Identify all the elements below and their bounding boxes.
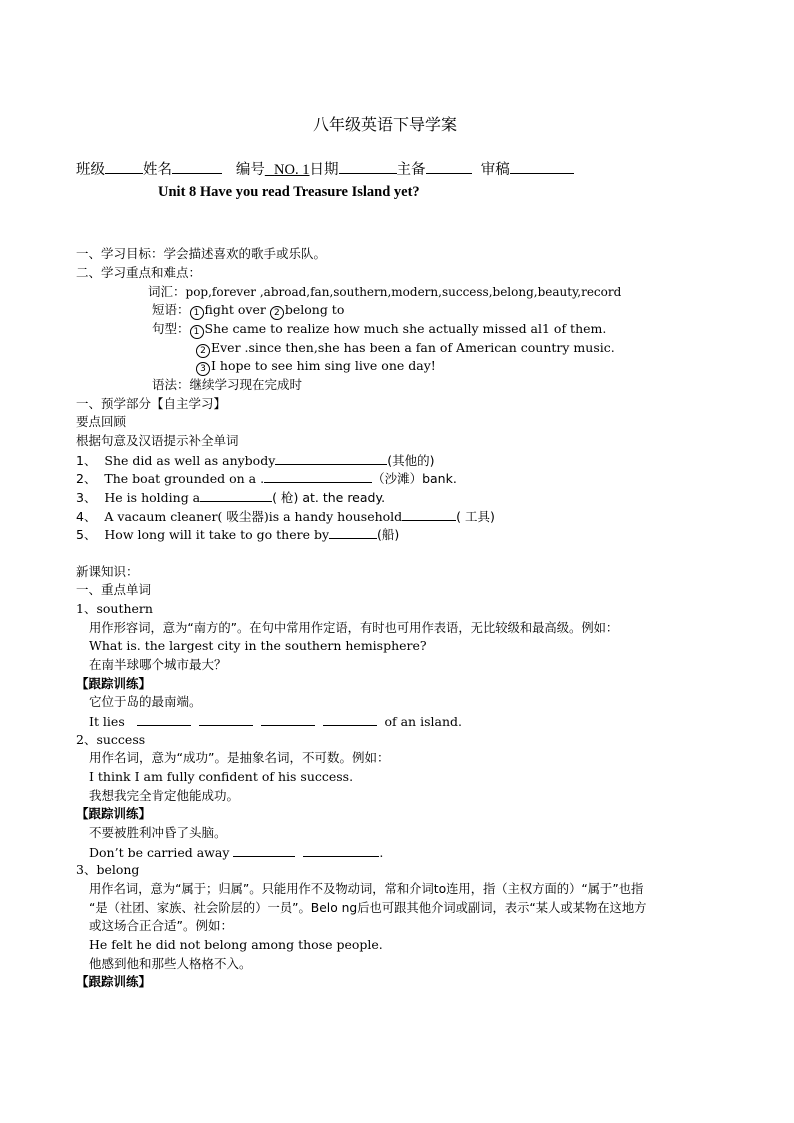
answer-blank[interactable] <box>199 712 253 726</box>
phrases-label: 短语： <box>152 302 190 317</box>
sentence-2-line <box>196 339 615 358</box>
word-3-title: 3、belong <box>76 862 140 877</box>
word-1-example-cn: 在南半球哪个城市最大？ <box>89 657 227 672</box>
answer-blank[interactable] <box>303 843 379 857</box>
circled-2-icon: 2 <box>196 344 210 358</box>
grammar-line <box>152 376 302 394</box>
word-2-example-cn: 我想我完全肯定他能成功。 <box>89 788 240 803</box>
answer-blank[interactable] <box>137 712 191 726</box>
item-number: 4、 <box>76 509 97 524</box>
reviewer-field[interactable] <box>510 160 574 174</box>
word-3-example-cn: 他感到他和那些人格格不入。 <box>89 956 252 971</box>
circled-3-icon: 3 <box>196 362 210 376</box>
list-item <box>76 507 495 526</box>
name-label: 姓名 <box>143 162 172 178</box>
word-2-title: 2、success <box>76 732 146 747</box>
word-2-practice-cn: 不要被胜利冲昏了头脑。 <box>89 825 227 840</box>
word-2-practice: Don’t be carried away . <box>89 845 384 860</box>
unit-title: Unit 8 Have you read Treasure Island yet? <box>158 184 420 200</box>
answer-blank[interactable] <box>264 469 372 483</box>
practice-text: It lies <box>89 714 125 729</box>
word-2-example-en: I think I am fully confident of his success. <box>89 769 354 784</box>
number-label: 编号 <box>235 162 265 178</box>
item-text: He is holding a <box>104 490 201 505</box>
header-row <box>76 160 574 179</box>
phrase-2: belong to <box>284 302 345 317</box>
item-text: She did as well as anybody <box>104 453 276 468</box>
list-item <box>76 451 435 470</box>
date-field[interactable] <box>339 160 397 174</box>
number-value: NO. 1 <box>274 162 310 178</box>
item-number: 5、 <box>76 527 97 542</box>
vocab-list: pop,forever ,abroad,fan,southern,modern,success,belong,beauty,record <box>185 285 622 299</box>
sentence-3: I hope to see him sing live one day! <box>211 358 436 373</box>
item-text: How long will it take to go there by <box>104 527 330 542</box>
date-label: 日期 <box>309 162 339 178</box>
review-heading: 要点回顾 <box>76 414 127 429</box>
list-item <box>76 488 385 507</box>
list-item <box>76 525 399 544</box>
class-label: 班级 <box>76 162 105 178</box>
circled-1-icon: 1 <box>190 325 204 339</box>
key-words-heading: 一、重点单词 <box>76 582 152 597</box>
preparer-label: 主备 <box>396 162 426 178</box>
item-text: A vacaum cleaner( 吸尘器)is a handy household <box>104 509 403 524</box>
word-1-title: 1、southern <box>76 601 153 616</box>
list-item <box>76 469 457 488</box>
word-1-practice-cn: 它位于岛的最南端。 <box>89 694 202 709</box>
answer-blank[interactable] <box>323 712 377 726</box>
word-3-example-en: He felt he did not belong among those people. <box>89 937 383 952</box>
key-points-heading: 二、学习重点和难点： <box>76 265 202 280</box>
tracking-heading: 【跟踪训练】 <box>76 974 152 989</box>
word-2-description: 用作名词，意为“成功”。是抽象名词，不可数。例如： <box>89 750 390 765</box>
tracking-heading: 【跟踪训练】 <box>76 676 152 691</box>
word-1-description: 用作形容词，意为“南方的”。在句中常用作定语，有时也可用作表语，无比较级和最高级。例如： <box>89 621 619 635</box>
word-3-description-3: 或这场合正合适”。例如： <box>89 918 233 933</box>
answer-blank[interactable] <box>233 843 295 857</box>
practice-text: Don’t be carried away <box>89 845 230 860</box>
circled-1-icon: 1 <box>190 306 204 320</box>
item-number: 3、 <box>76 490 97 505</box>
vocab-label: 词汇： <box>148 284 186 299</box>
new-lesson-heading: 新课知识： <box>76 564 139 579</box>
sentences-line <box>152 320 606 339</box>
phrase-1: fight over <box>204 302 266 317</box>
reviewer-label: 审稿 <box>480 162 510 178</box>
circled-2-icon: 2 <box>270 306 284 320</box>
answer-blank[interactable] <box>329 525 377 539</box>
word-3-description-1: 用作名词，意为“属于；归属”。只能用作不及物动词，常和介词to连用，指（主权方面的）“属于”也指 <box>89 882 644 896</box>
name-field[interactable] <box>172 160 222 174</box>
word-1-practice <box>89 712 462 731</box>
item-hint: ( 工具) <box>456 509 495 524</box>
sentence-3-line <box>196 357 436 376</box>
learning-goal: 一、学习目标：学会描述喜欢的歌手或乐队。 <box>76 246 327 261</box>
preparer-field[interactable] <box>426 160 472 174</box>
answer-blank[interactable] <box>200 488 272 502</box>
grammar-label: 语法： <box>152 377 190 392</box>
sentences-label: 句型： <box>152 321 190 336</box>
word-1-example-en: What is. the largest city in the southern hemisphere? <box>89 638 427 653</box>
grammar-text: 继续学习现在完成时 <box>189 377 303 392</box>
class-field[interactable] <box>105 160 143 174</box>
item-hint: （沙滩）bank. <box>372 471 457 486</box>
item-number: 2、 <box>76 471 97 486</box>
preview-heading: 一、预学部分【自主学习】 <box>76 396 227 411</box>
item-hint: ( 枪) at. the ready. <box>272 490 386 505</box>
item-hint: (其他的) <box>387 453 435 468</box>
answer-blank[interactable] <box>261 712 315 726</box>
item-hint: (船) <box>377 527 400 542</box>
tracking-heading: 【跟踪训练】 <box>76 806 152 821</box>
answer-blank[interactable] <box>275 451 387 465</box>
word-3-description-2: “是（社团、家族、社会阶层的）一员”。Belo ng后也可跟其他介词或副词，表示“某人或某物在这地方 <box>89 901 647 915</box>
answer-blank[interactable] <box>402 507 456 521</box>
sentence-2: Ever .since then,she has been a fan of American country music. <box>211 340 615 355</box>
document-title: 八年级英语下导学案 <box>313 115 458 134</box>
preview-instruction: 根据句意及汉语提示补全单词 <box>76 433 239 448</box>
item-text: The boat grounded on a . <box>104 471 265 486</box>
item-number: 1、 <box>76 453 97 468</box>
phrases-line <box>152 301 344 320</box>
practice-text-end: of an island. <box>384 714 462 729</box>
vocab-line <box>148 283 621 301</box>
sentence-1: She came to realize how much she actually missed al1 of them. <box>204 321 607 336</box>
